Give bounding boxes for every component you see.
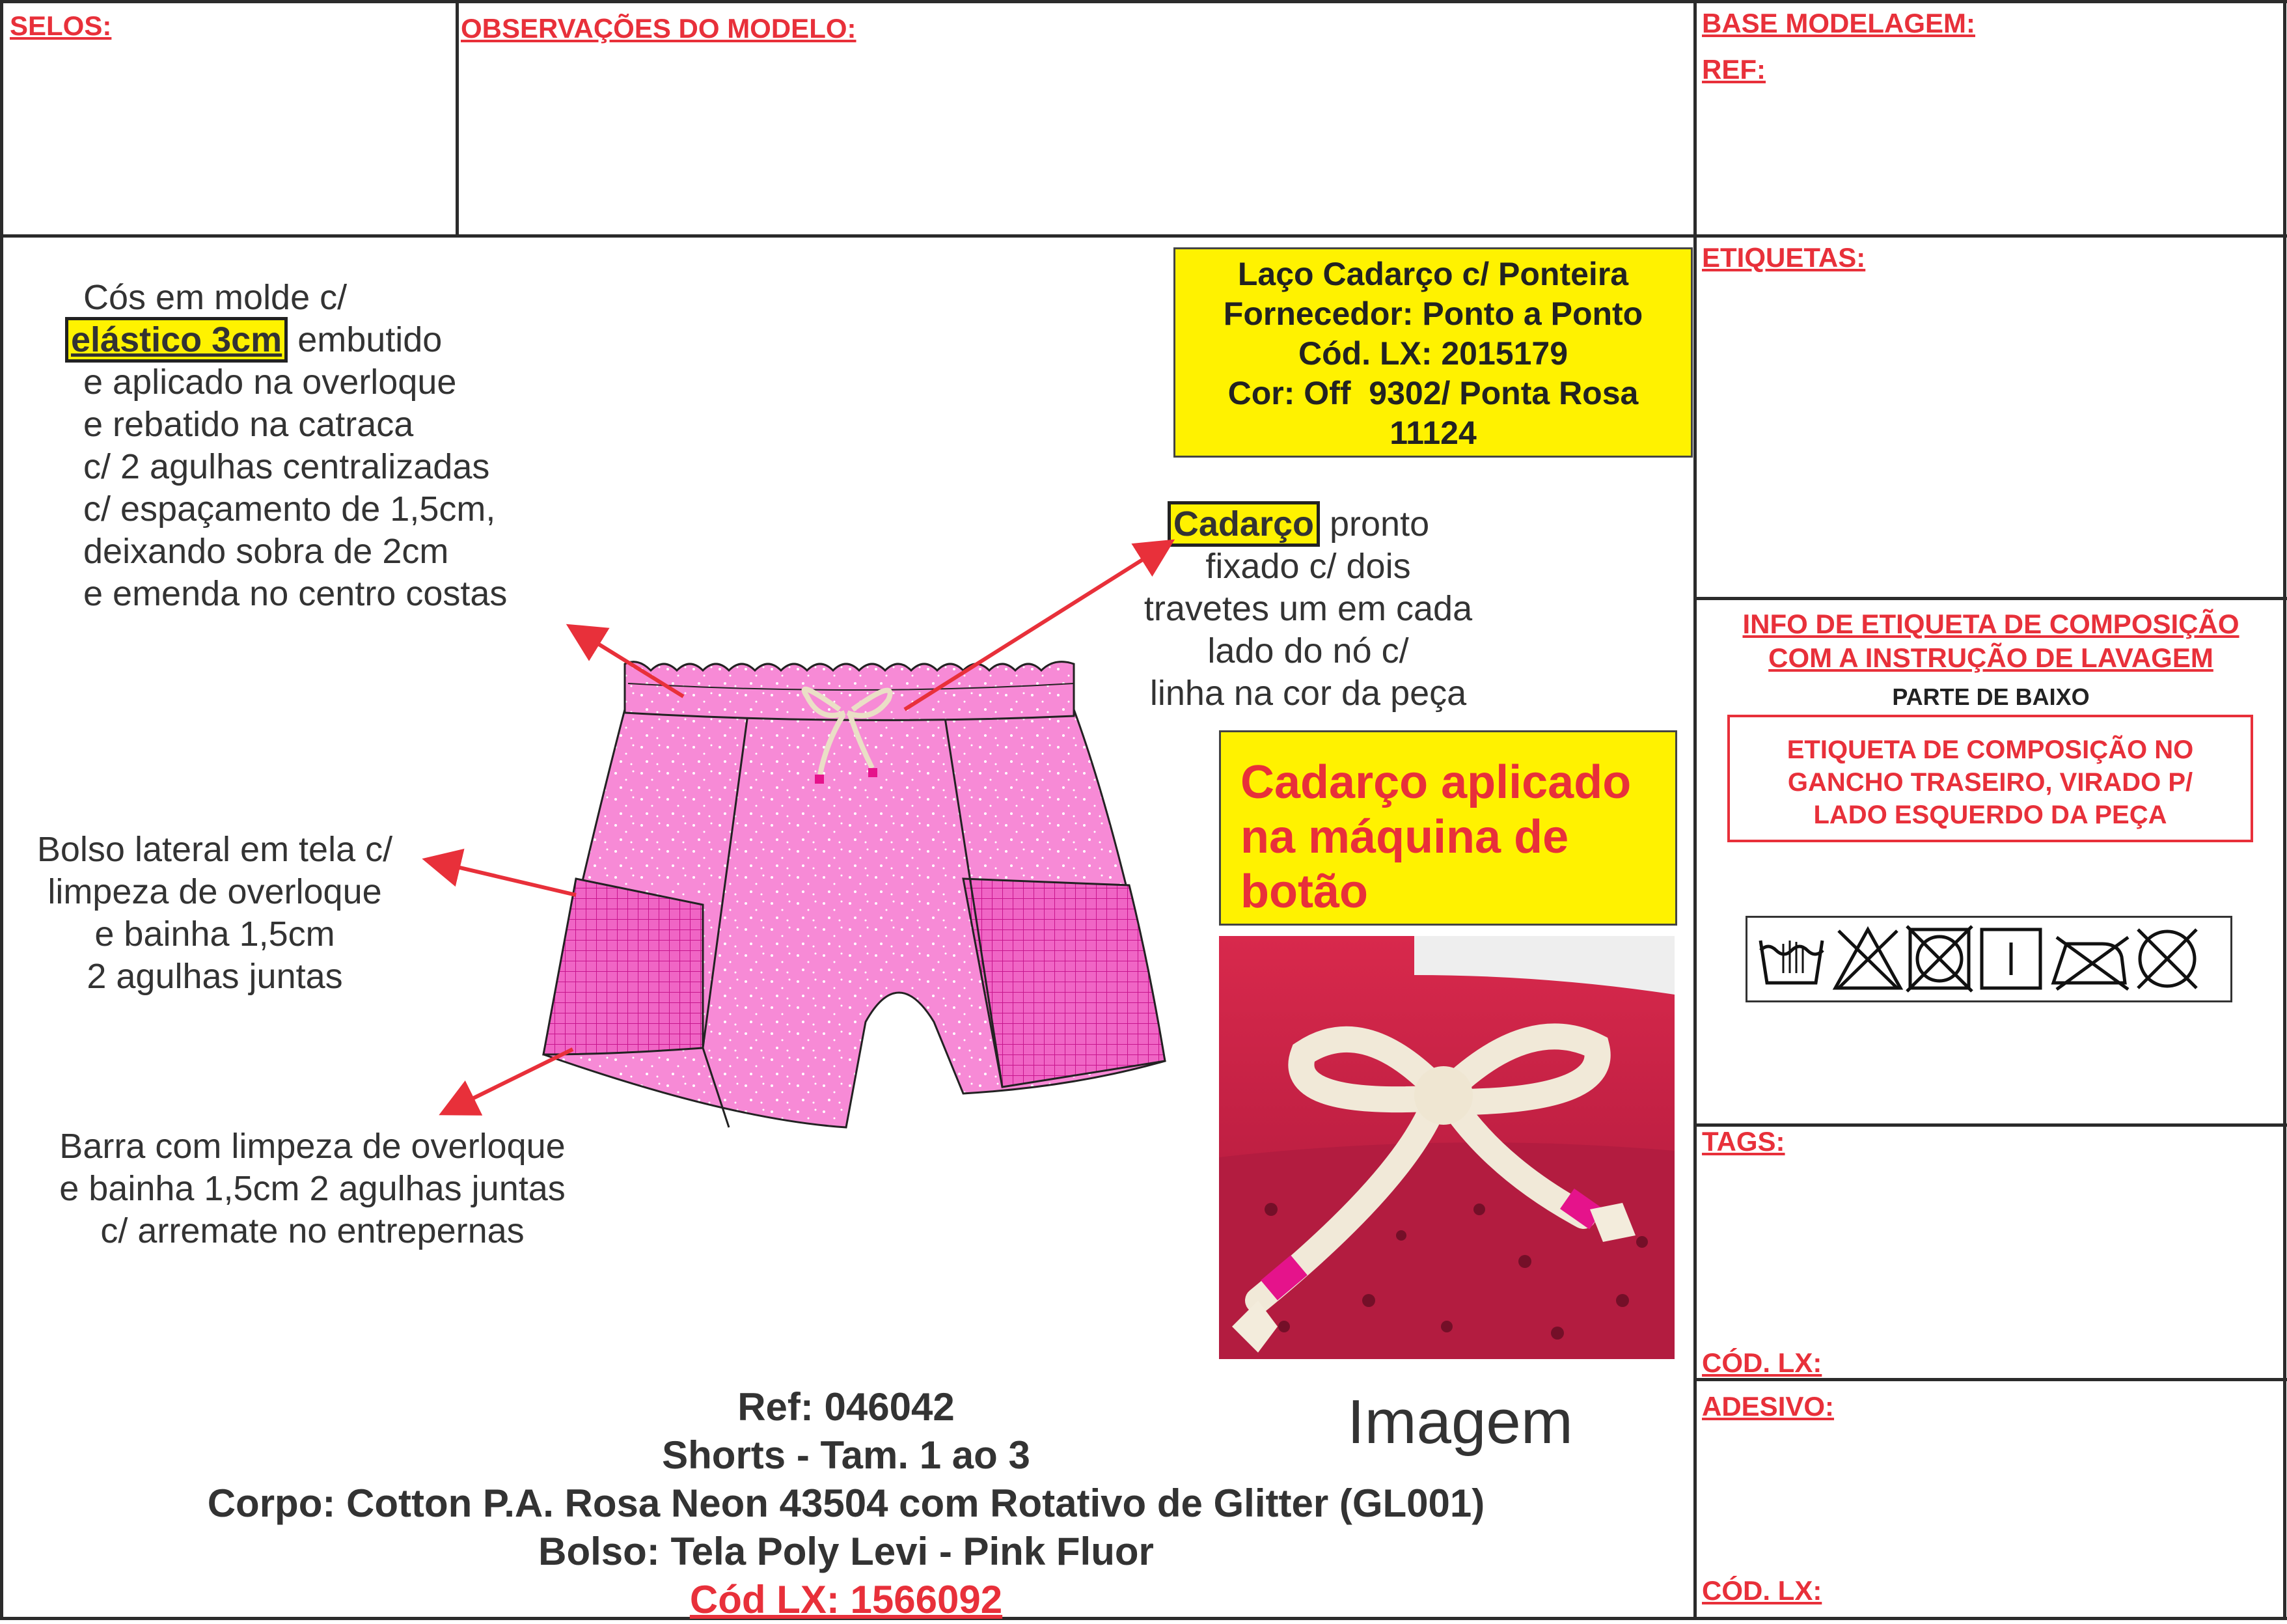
imagem-label: Imagem [1347, 1387, 1573, 1457]
footer-ref: Ref: 046042 [737, 1385, 955, 1429]
footer-corpo: Corpo: Cotton P.A. Rosa Neon 43504 com Rotativo de Glitter (GL001) [207, 1481, 1485, 1525]
cos-note-line3: e aplicado na overloque [83, 363, 457, 402]
elastico-highlight: elástico 3cm [65, 317, 288, 363]
cos-note-line8: e emenda no centro costas [83, 574, 508, 613]
cadarco-highlight: Cadarço [1168, 501, 1320, 547]
ref-label: REF: [1702, 54, 1766, 85]
cos-note-line4: e rebatido na catraca [83, 405, 414, 444]
laco-line5: 11124 [1390, 415, 1477, 451]
info-title-line1: INFO DE ETIQUETA DE COMPOSIÇÃO [1742, 609, 2239, 639]
selos-label: SELOS: [10, 10, 112, 41]
barra-note-line3: c/ arremate no entrepernas [100, 1211, 525, 1250]
adesivo-label: ADESIVO: [1702, 1391, 1835, 1422]
base-modelagem-label: BASE MODELAGEM: [1702, 8, 1975, 38]
barra-note-line1: Barra com limpeza de overloque [59, 1127, 566, 1166]
barra-arrow [446, 1049, 573, 1112]
barra-note-line2: e bainha 1,5cm 2 agulhas juntas [59, 1169, 566, 1208]
footer-cod-lx: Cód LX: 1566092 [689, 1578, 1003, 1621]
bolso-note-line3: e bainha 1,5cm [94, 915, 335, 954]
cadarco-note-line1-rest: pronto [1319, 504, 1430, 544]
laco-line4: Cor: Off 9302/ Ponta Rosa [1227, 375, 1639, 411]
laco-line2: Fornecedor: Ponto a Ponto [1223, 296, 1643, 332]
info-title-line2: COM A INSTRUÇÃO DE LAVAGEM [1768, 642, 2213, 673]
cos-arrow [573, 628, 683, 696]
cod-lx-adesivo-label: CÓD. LX: [1702, 1575, 1822, 1606]
cadarco-note-line5: linha na cor da peça [1149, 674, 1467, 713]
cadarco-arrow [905, 544, 1168, 709]
bolso-note-line1: Bolso lateral em tela c/ [36, 830, 393, 869]
laco-line3: Cód. LX: 2015179 [1298, 335, 1568, 372]
aplicado-line1: Cadarço aplicado [1240, 756, 1632, 808]
cos-note-line2-rest: embutido [288, 320, 443, 359]
composition-note-line1: ETIQUETA DE COMPOSIÇÃO NO [1787, 736, 2194, 764]
footer-info [0, 1383, 1692, 1624]
aplicado-line3: botão [1240, 866, 1368, 918]
composition-note-line2: GANCHO TRASEIRO, VIRADO P/ [1787, 768, 2193, 797]
cadarco-note-line2: fixado c/ dois [1205, 547, 1411, 586]
footer-product: Shorts - Tam. 1 ao 3 [662, 1433, 1030, 1477]
bolso-arrow [430, 860, 576, 895]
aplicado-line2: na máquina de [1240, 811, 1569, 863]
cos-note-line1: Cós em molde c/ [83, 278, 348, 317]
bolso-note-line2: limpeza de overloque [48, 872, 382, 911]
composition-note-line3: LADO ESQUERDO DA PEÇA [1813, 801, 2167, 829]
etiquetas-label: ETIQUETAS: [1702, 242, 1866, 273]
laco-line1: Laço Cadarço c/ Ponteira [1237, 256, 1629, 292]
cadarco-note-line4: lado do nó c/ [1207, 631, 1409, 670]
footer-bolso: Bolso: Tela Poly Levi - Pink Fluor [538, 1530, 1154, 1573]
bolso-note-line4: 2 agulhas juntas [87, 957, 343, 996]
cos-note-line5: c/ 2 agulhas centralizadas [83, 447, 490, 486]
parte-de-baixo-label: PARTE DE BAIXO [1892, 683, 2090, 710]
cos-note-line7: deixando sobra de 2cm [83, 532, 449, 571]
cadarco-note-line3: travetes um em cada [1144, 589, 1473, 628]
cos-note-line6: c/ espaçamento de 1,5cm, [83, 489, 496, 529]
tags-label: TAGS: [1702, 1126, 1785, 1157]
cod-lx-tags-label: CÓD. LX: [1702, 1347, 1822, 1378]
observacoes-label: OBSERVAÇÕES DO MODELO: [461, 13, 856, 44]
